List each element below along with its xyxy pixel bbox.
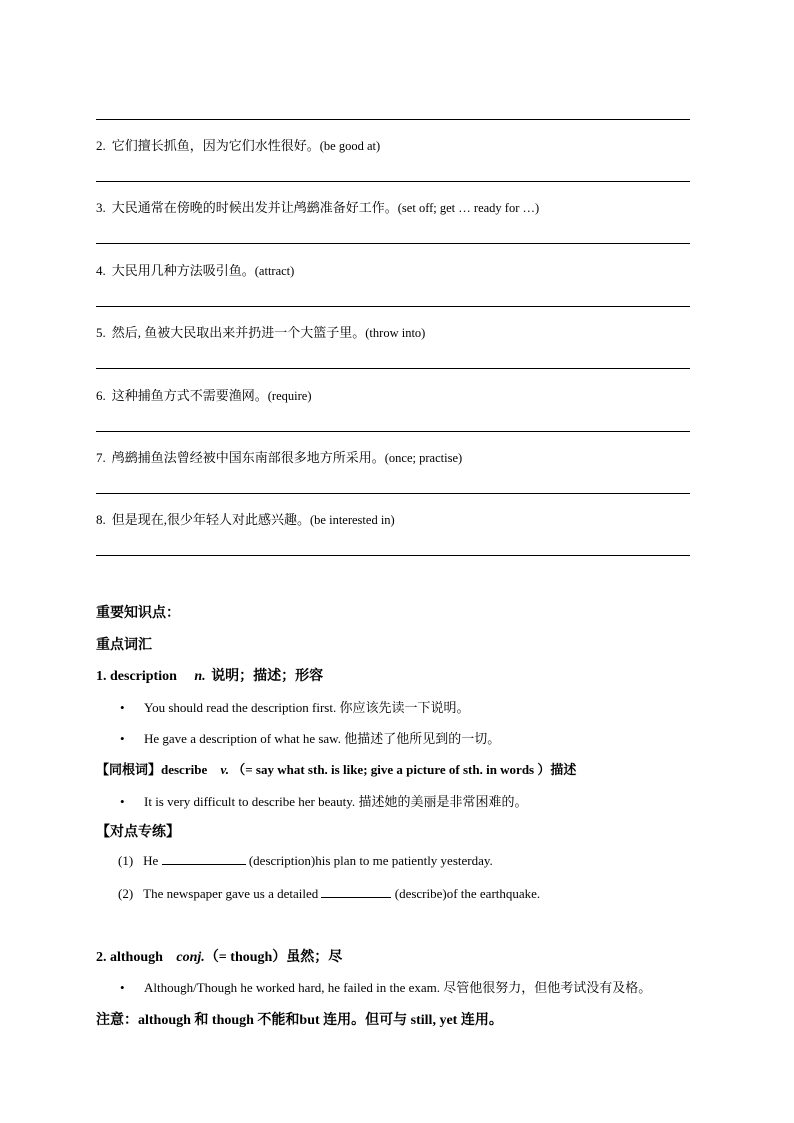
item-sentence: 这种捕鱼方式不需要渔网。: [111, 388, 268, 403]
bullet-icon: •: [120, 794, 125, 809]
item-sentence: 大民用几种方法吸引鱼。: [111, 263, 255, 278]
answer-line-6[interactable]: [96, 431, 690, 432]
answer-line-3[interactable]: [96, 243, 690, 244]
item-number: 4.: [96, 263, 106, 278]
item-number: 3.: [96, 200, 106, 215]
item-hint: (set off; get … ready for …): [397, 201, 540, 215]
item-hint: (require): [267, 389, 312, 403]
example-chinese: 他描述了他所见到的一切。: [344, 731, 501, 746]
word-2-pos: conj.: [176, 950, 205, 965]
example-english: He gave a description of what he saw.: [144, 731, 341, 746]
answer-line-7[interactable]: [96, 493, 690, 494]
item-number: 6.: [96, 388, 106, 403]
section-title: 重要知识点：: [96, 606, 180, 621]
cognate-pos: v.: [220, 762, 230, 777]
translation-item-7: [96, 447, 462, 466]
practice-before: He: [143, 853, 159, 868]
translation-item-3: [96, 197, 539, 216]
item-hint: (be good at): [319, 139, 381, 153]
example-english: Although/Though he worked hard, he failed in the exam.: [144, 980, 441, 995]
word-2-heading: [96, 946, 342, 966]
example-chinese: 尽管他很努力，但他考试没有及格。: [443, 980, 652, 995]
example-sentence: [120, 791, 527, 810]
bullet-icon: •: [120, 700, 125, 715]
word-1-heading: [96, 665, 323, 685]
bullet-icon: •: [120, 731, 125, 746]
item-hint: (throw into): [365, 326, 426, 340]
practice-before: The newspaper gave us a detailed: [143, 886, 319, 901]
cognate-label: 【同根词】describe: [96, 762, 208, 777]
example-english: You should read the description first.: [144, 700, 337, 715]
fill-in-blank[interactable]: [162, 852, 246, 865]
example-chinese: 描述她的美丽是非常困难的。: [358, 794, 528, 809]
bullet-icon: •: [120, 980, 125, 995]
word-2-term: 2. although: [96, 950, 163, 965]
example-sentence: [120, 728, 500, 747]
practice-after: (describe)of the earthquake.: [394, 886, 541, 901]
cognate-definition: （= say what sth. is like; give a picture of sth. in words ）描述: [232, 762, 577, 777]
item-number: 7.: [96, 450, 106, 465]
example-english: It is very difficult to describe her beauty.: [144, 794, 356, 809]
word-1-meaning: 说明；描述；形容: [211, 669, 324, 684]
item-hint: (be interested in): [310, 513, 395, 527]
answer-line-1[interactable]: [96, 119, 690, 120]
item-sentence: 它们擅长抓鱼，因为它们水性很好。: [111, 138, 320, 153]
practice-number: (2): [118, 886, 134, 901]
translation-item-4: [96, 260, 294, 279]
item-hint: (once; practise): [384, 451, 463, 465]
answer-line-5[interactable]: [96, 368, 690, 369]
translation-item-2: [96, 135, 380, 154]
answer-line-4[interactable]: [96, 306, 690, 307]
practice-after: (description)his plan to me patiently yesterday.: [248, 853, 493, 868]
item-sentence: 大民通常在傍晚的时候出发并让鸬鹚准备好工作。: [111, 200, 398, 215]
example-chinese: 你应该先读一下说明。: [339, 700, 470, 715]
item-number: 2.: [96, 138, 106, 153]
fill-in-blank[interactable]: [321, 885, 391, 898]
practice-item-2: [118, 885, 540, 902]
answer-line-8[interactable]: [96, 555, 690, 556]
section-subtitle: 重点词汇: [96, 638, 152, 653]
item-sentence: 然后, 鱼被大民取出来并扔进一个大篮子里。: [111, 325, 366, 340]
answer-line-2[interactable]: [96, 181, 690, 182]
example-sentence: [120, 697, 469, 716]
cognate-line: [96, 759, 576, 778]
translation-item-6: [96, 385, 312, 404]
practice-item-1: [118, 852, 493, 869]
item-sentence: 鸬鹚捕鱼法曾经被中国东南部很多地方所采用。: [111, 450, 385, 465]
item-hint: (attract): [254, 264, 295, 278]
example-sentence: [120, 977, 651, 996]
item-number: 8.: [96, 512, 106, 527]
practice-label: 【对点专练】: [96, 825, 180, 840]
word-1-pos: n.: [194, 669, 206, 684]
item-sentence: 但是现在,很少年轻人对此感兴趣。: [111, 512, 311, 527]
word-1-term: 1. description: [96, 669, 177, 684]
translation-item-5: [96, 322, 425, 341]
translation-item-8: [96, 509, 395, 528]
usage-note: 注意：although 和 though 不能和but 连用。但可与 still, yet 连用。: [96, 1013, 503, 1028]
item-number: 5.: [96, 325, 106, 340]
practice-number: (1): [118, 853, 134, 868]
word-2-meaning: （= though）虽然；尽: [204, 950, 343, 965]
